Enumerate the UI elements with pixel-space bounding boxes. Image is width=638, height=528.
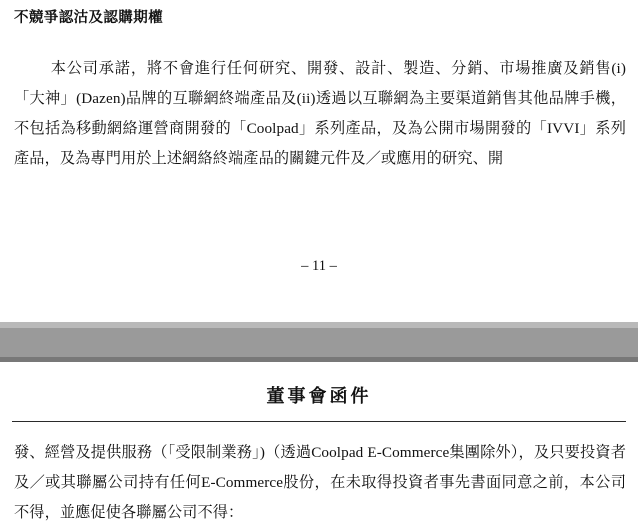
scanned-page-bottom [0,362,638,523]
title-divider [12,421,626,422]
body-paragraph-text: 本公司承諾，將不會進行任何研究、開發、設計、製造、分銷、市場推廣及銷售(i)「大神」(Dazen)品牌的互聯網終端產品及(ii)透過以互聯網為主要渠道銷售其他品牌手機，不包括為移動網絡運營商開發的「Coolpad」系列產品，及為公開市場開發的「IVVI」系列產品，及為專門用於上述網絡終端產品的關鍵元件及／或應用的研究、開 [14,60,626,167]
page-separator [0,322,638,362]
body-paragraph [14,54,626,174]
page-title: 董事會函件 [266,386,372,406]
body-paragraph-continued: 發、經營及提供服務（「受限制業務」)（透過Coolpad E-Commerce集團除外），及只要投資者及／或其聯屬公司持有任何E-Commerce股份，在未取得投資者事先書面同意之前，本公司不得，並應促使各聯屬公司不得： [14,444,626,521]
page-number: – 11 – [301,258,337,274]
separator-highlight [0,322,638,328]
section-heading: 不競爭認沽及認購期權 [14,10,163,26]
